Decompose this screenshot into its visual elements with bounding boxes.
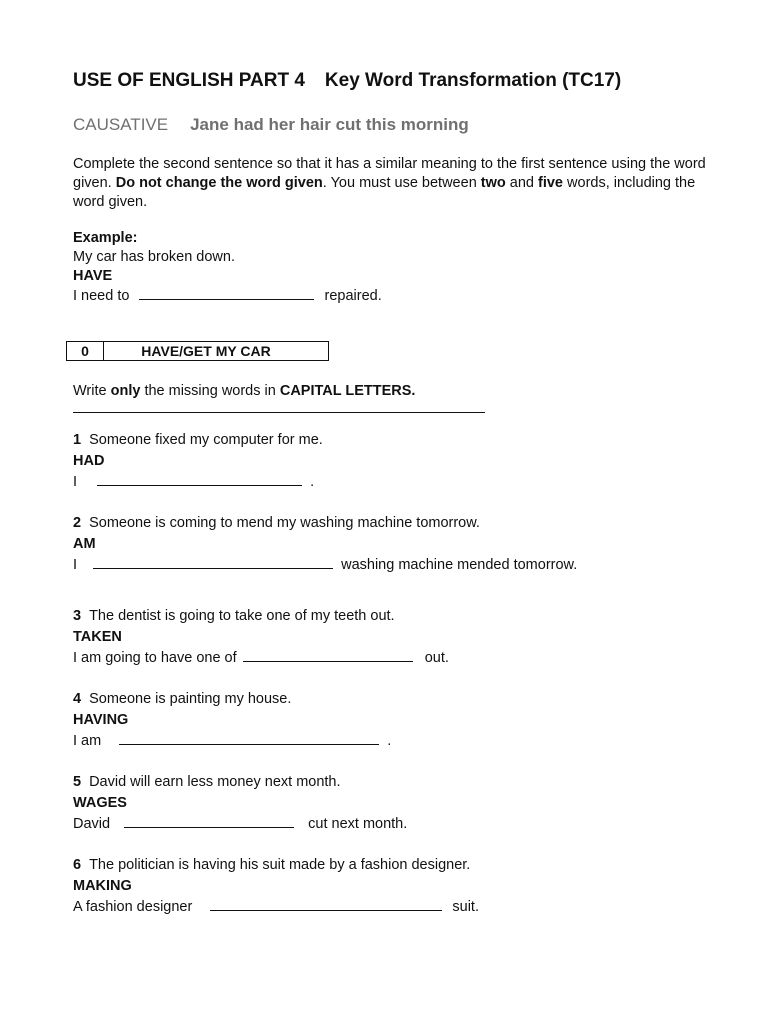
question-6 bbox=[73, 855, 479, 918]
question-3 bbox=[73, 606, 449, 669]
answer-blank[interactable] bbox=[243, 649, 413, 662]
example-label: Example: bbox=[73, 230, 138, 246]
question-answer-line bbox=[73, 555, 577, 576]
question-answer-line bbox=[73, 814, 407, 835]
example-after: repaired. bbox=[324, 288, 382, 304]
title-part: USE OF ENGLISH PART 4 bbox=[73, 70, 305, 91]
question-1 bbox=[73, 430, 323, 493]
instructions-text: . You must use between bbox=[322, 175, 481, 191]
answer-before: I am going to have one of bbox=[73, 650, 237, 666]
answer-blank[interactable] bbox=[210, 898, 442, 911]
question-number: 1 bbox=[73, 432, 82, 448]
write-only-text: Write bbox=[73, 383, 111, 399]
answer-after: . bbox=[387, 733, 392, 749]
instructions-emphasis: five bbox=[538, 175, 563, 191]
answer-blank[interactable] bbox=[124, 815, 294, 828]
question-answer-line bbox=[73, 897, 479, 918]
instructions-text: words, including the word given. bbox=[73, 175, 696, 210]
write-only-instruction bbox=[73, 382, 415, 401]
question-keyword: HAD bbox=[73, 453, 105, 469]
answer-before: I am bbox=[73, 733, 102, 749]
example-keyword: HAVE bbox=[73, 268, 113, 284]
answer-blank[interactable] bbox=[97, 473, 302, 486]
question-2 bbox=[73, 513, 577, 576]
question-sentence: The politician is having his suit made by a fashion designer. bbox=[89, 857, 471, 873]
question-number: 4 bbox=[73, 691, 82, 707]
question-sentence: Someone is painting my house. bbox=[89, 691, 292, 707]
answer-before: I bbox=[73, 474, 78, 490]
subtitle-example: Jane had her hair cut this morning bbox=[190, 115, 469, 134]
title-topic: Key Word Transformation (TC17) bbox=[324, 70, 622, 91]
answer-before: David bbox=[73, 816, 111, 832]
question-keyword: AM bbox=[73, 536, 96, 552]
example-sentence: My car has broken down. bbox=[73, 249, 235, 265]
question-keyword: HAVING bbox=[73, 712, 129, 728]
question-keyword: MAKING bbox=[73, 878, 132, 894]
answer-after: . bbox=[310, 474, 315, 490]
question-keyword: TAKEN bbox=[73, 629, 122, 645]
instructions-text: and bbox=[505, 175, 538, 191]
question-5 bbox=[73, 772, 407, 835]
question-sentence: Someone is coming to mend my washing machine tomorrow. bbox=[89, 515, 480, 531]
answer-before: I bbox=[73, 557, 78, 573]
example-box-answer: HAVE/GET MY CAR bbox=[141, 343, 271, 359]
write-only-emphasis: CAPITAL LETTERS. bbox=[279, 383, 416, 399]
answer-before: A fashion designer bbox=[73, 899, 193, 915]
question-answer-line bbox=[73, 731, 391, 752]
question-answer-line bbox=[73, 472, 323, 493]
answer-after: out. bbox=[424, 650, 449, 666]
subtitle-label: CAUSATIVE bbox=[73, 115, 169, 134]
question-4 bbox=[73, 689, 391, 752]
answer-blank[interactable] bbox=[119, 732, 379, 745]
instructions-emphasis: Do not change the word given bbox=[115, 175, 323, 191]
answer-after: cut next month. bbox=[308, 816, 408, 832]
example-answer-line bbox=[73, 287, 382, 306]
example-blank bbox=[139, 287, 314, 300]
question-sentence: Someone fixed my computer for me. bbox=[89, 432, 323, 448]
write-only-emphasis: only bbox=[110, 383, 141, 399]
instructions bbox=[73, 155, 713, 212]
answer-after: washing machine mended tomorrow. bbox=[341, 557, 578, 573]
question-keyword: WAGES bbox=[73, 795, 127, 811]
separator-rule bbox=[73, 412, 485, 413]
write-only-text: the missing words in bbox=[140, 383, 280, 399]
instructions-emphasis: two bbox=[480, 175, 506, 191]
question-number: 3 bbox=[73, 608, 82, 624]
example-answer-box bbox=[66, 341, 329, 361]
example-before: I need to bbox=[73, 288, 130, 304]
question-number: 2 bbox=[73, 515, 82, 531]
page-title bbox=[73, 70, 621, 92]
question-answer-line bbox=[73, 648, 449, 669]
question-sentence: David will earn less money next month. bbox=[89, 774, 341, 790]
question-number: 5 bbox=[73, 774, 82, 790]
instructions-text: Complete the second sentence so that it has a similar meaning to the first sentence using the word given. bbox=[73, 156, 706, 191]
page-subtitle bbox=[73, 115, 469, 135]
question-number: 6 bbox=[73, 857, 82, 873]
answer-after: suit. bbox=[452, 899, 479, 915]
example-box-number: 0 bbox=[67, 342, 104, 360]
question-sentence: The dentist is going to take one of my teeth out. bbox=[89, 608, 395, 624]
answer-blank[interactable] bbox=[93, 556, 333, 569]
